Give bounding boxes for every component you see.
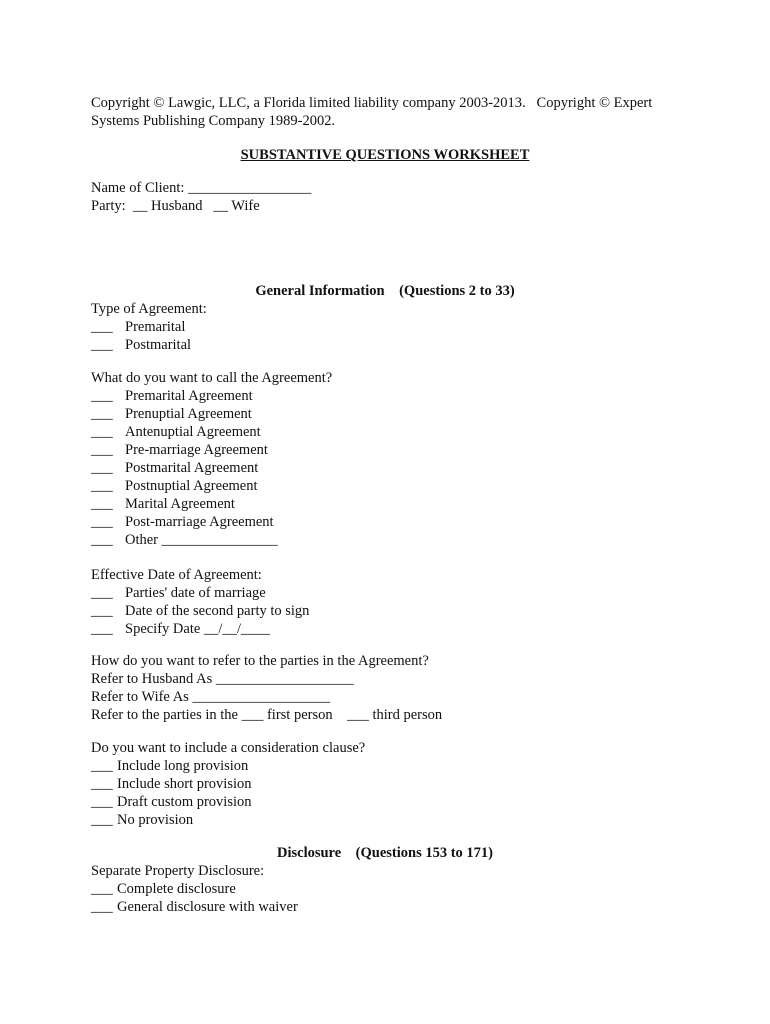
- checkbox-blank[interactable]: ___: [91, 319, 113, 335]
- option-label: Premarital: [125, 319, 186, 335]
- option-label: Parties' date of marriage: [125, 585, 266, 601]
- checkbox-blank[interactable]: ___: [91, 585, 113, 601]
- option-label: Include long provision: [117, 758, 249, 774]
- checkbox-blank[interactable]: ___: [91, 388, 113, 404]
- option-label: No provision: [117, 812, 194, 828]
- option-label: Postmarital Agreement: [125, 460, 259, 476]
- checkbox-blank[interactable]: ___: [91, 881, 113, 897]
- disclosure-option[interactable]: [91, 880, 236, 898]
- refer-question: How do you want to refer to the parties in the Agreement?: [91, 653, 429, 669]
- disclosure-question: Separate Property Disclosure:: [91, 863, 265, 879]
- copyright-line-2: Systems Publishing Company 1989-2002.: [91, 113, 336, 129]
- general-info-heading: General Information (Questions 2 to 33): [255, 283, 515, 299]
- refer-wife-field[interactable]: Refer to Wife As ___________________: [91, 689, 331, 705]
- checkbox-blank[interactable]: ___: [91, 776, 113, 792]
- page-title: SUBSTANTIVE QUESTIONS WORKSHEET: [240, 147, 530, 163]
- checkbox-blank[interactable]: ___: [91, 424, 113, 440]
- option-label: General disclosure with waiver: [117, 899, 298, 915]
- option-label: Draft custom provision: [117, 794, 252, 810]
- call-option[interactable]: [91, 387, 253, 405]
- consideration-question: Do you want to include a consideration clause?: [91, 740, 366, 756]
- option-label: Postnuptial Agreement: [125, 478, 258, 494]
- option-label: Antenuptial Agreement: [125, 424, 261, 440]
- copyright-line-1: Copyright © Lawgic, LLC, a Florida limited liability company 2003-2013. Copyright © Expert: [91, 95, 653, 111]
- checkbox-blank[interactable]: ___: [91, 603, 113, 619]
- option-label: Date of the second party to sign: [125, 603, 310, 619]
- type-option[interactable]: [91, 336, 192, 354]
- call-option[interactable]: [91, 405, 252, 423]
- call-option[interactable]: [91, 477, 258, 495]
- refer-parties-selection[interactable]: Refer to the parties in the ___ first person ___ third person: [91, 707, 443, 723]
- call-question: What do you want to call the Agreement?: [91, 370, 333, 386]
- consideration-option[interactable]: [91, 793, 252, 811]
- option-label: Pre-marriage Agreement: [125, 442, 268, 458]
- type-option[interactable]: [91, 318, 186, 336]
- call-option[interactable]: [91, 495, 235, 513]
- checkbox-blank[interactable]: ___: [91, 478, 113, 494]
- date-option[interactable]: [91, 620, 270, 638]
- option-label: Complete disclosure: [117, 881, 236, 897]
- checkbox-blank[interactable]: ___: [91, 460, 113, 476]
- checkbox-blank[interactable]: ___: [91, 812, 113, 828]
- call-option[interactable]: [91, 513, 274, 531]
- option-label: Prenuptial Agreement: [125, 406, 252, 422]
- disclosure-option[interactable]: [91, 898, 298, 916]
- checkbox-blank[interactable]: ___: [91, 496, 113, 512]
- checkbox-blank[interactable]: ___: [91, 899, 113, 915]
- checkbox-blank[interactable]: ___: [91, 621, 113, 637]
- option-label: Postmarital: [125, 337, 192, 353]
- checkbox-blank[interactable]: ___: [91, 532, 113, 548]
- client-name-field[interactable]: Name of Client: _________________: [91, 180, 312, 196]
- option-label: Other ________________: [125, 532, 278, 548]
- disclosure-heading: Disclosure (Questions 153 to 171): [276, 845, 494, 861]
- call-option[interactable]: [91, 531, 278, 549]
- option-label: Include short provision: [117, 776, 252, 792]
- checkbox-blank[interactable]: ___: [91, 442, 113, 458]
- option-label: Premarital Agreement: [125, 388, 253, 404]
- option-label: Post-marriage Agreement: [125, 514, 274, 530]
- party-selection[interactable]: Party: __ Husband __ Wife: [91, 198, 260, 214]
- option-label: Specify Date __/__/____: [125, 621, 270, 637]
- checkbox-blank[interactable]: ___: [91, 337, 113, 353]
- checkbox-blank[interactable]: ___: [91, 406, 113, 422]
- date-option[interactable]: [91, 584, 266, 602]
- checkbox-blank[interactable]: ___: [91, 794, 113, 810]
- type-question: Type of Agreement:: [91, 301, 207, 317]
- date-question: Effective Date of Agreement:: [91, 567, 262, 583]
- call-option[interactable]: [91, 459, 259, 477]
- option-label: Marital Agreement: [125, 496, 235, 512]
- date-option[interactable]: [91, 602, 310, 620]
- call-option[interactable]: [91, 441, 268, 459]
- checkbox-blank[interactable]: ___: [91, 514, 113, 530]
- consideration-option[interactable]: [91, 757, 249, 775]
- refer-husband-field[interactable]: Refer to Husband As ___________________: [91, 671, 354, 687]
- call-option[interactable]: [91, 423, 261, 441]
- consideration-option[interactable]: [91, 811, 194, 829]
- checkbox-blank[interactable]: ___: [91, 758, 113, 774]
- consideration-option[interactable]: [91, 775, 252, 793]
